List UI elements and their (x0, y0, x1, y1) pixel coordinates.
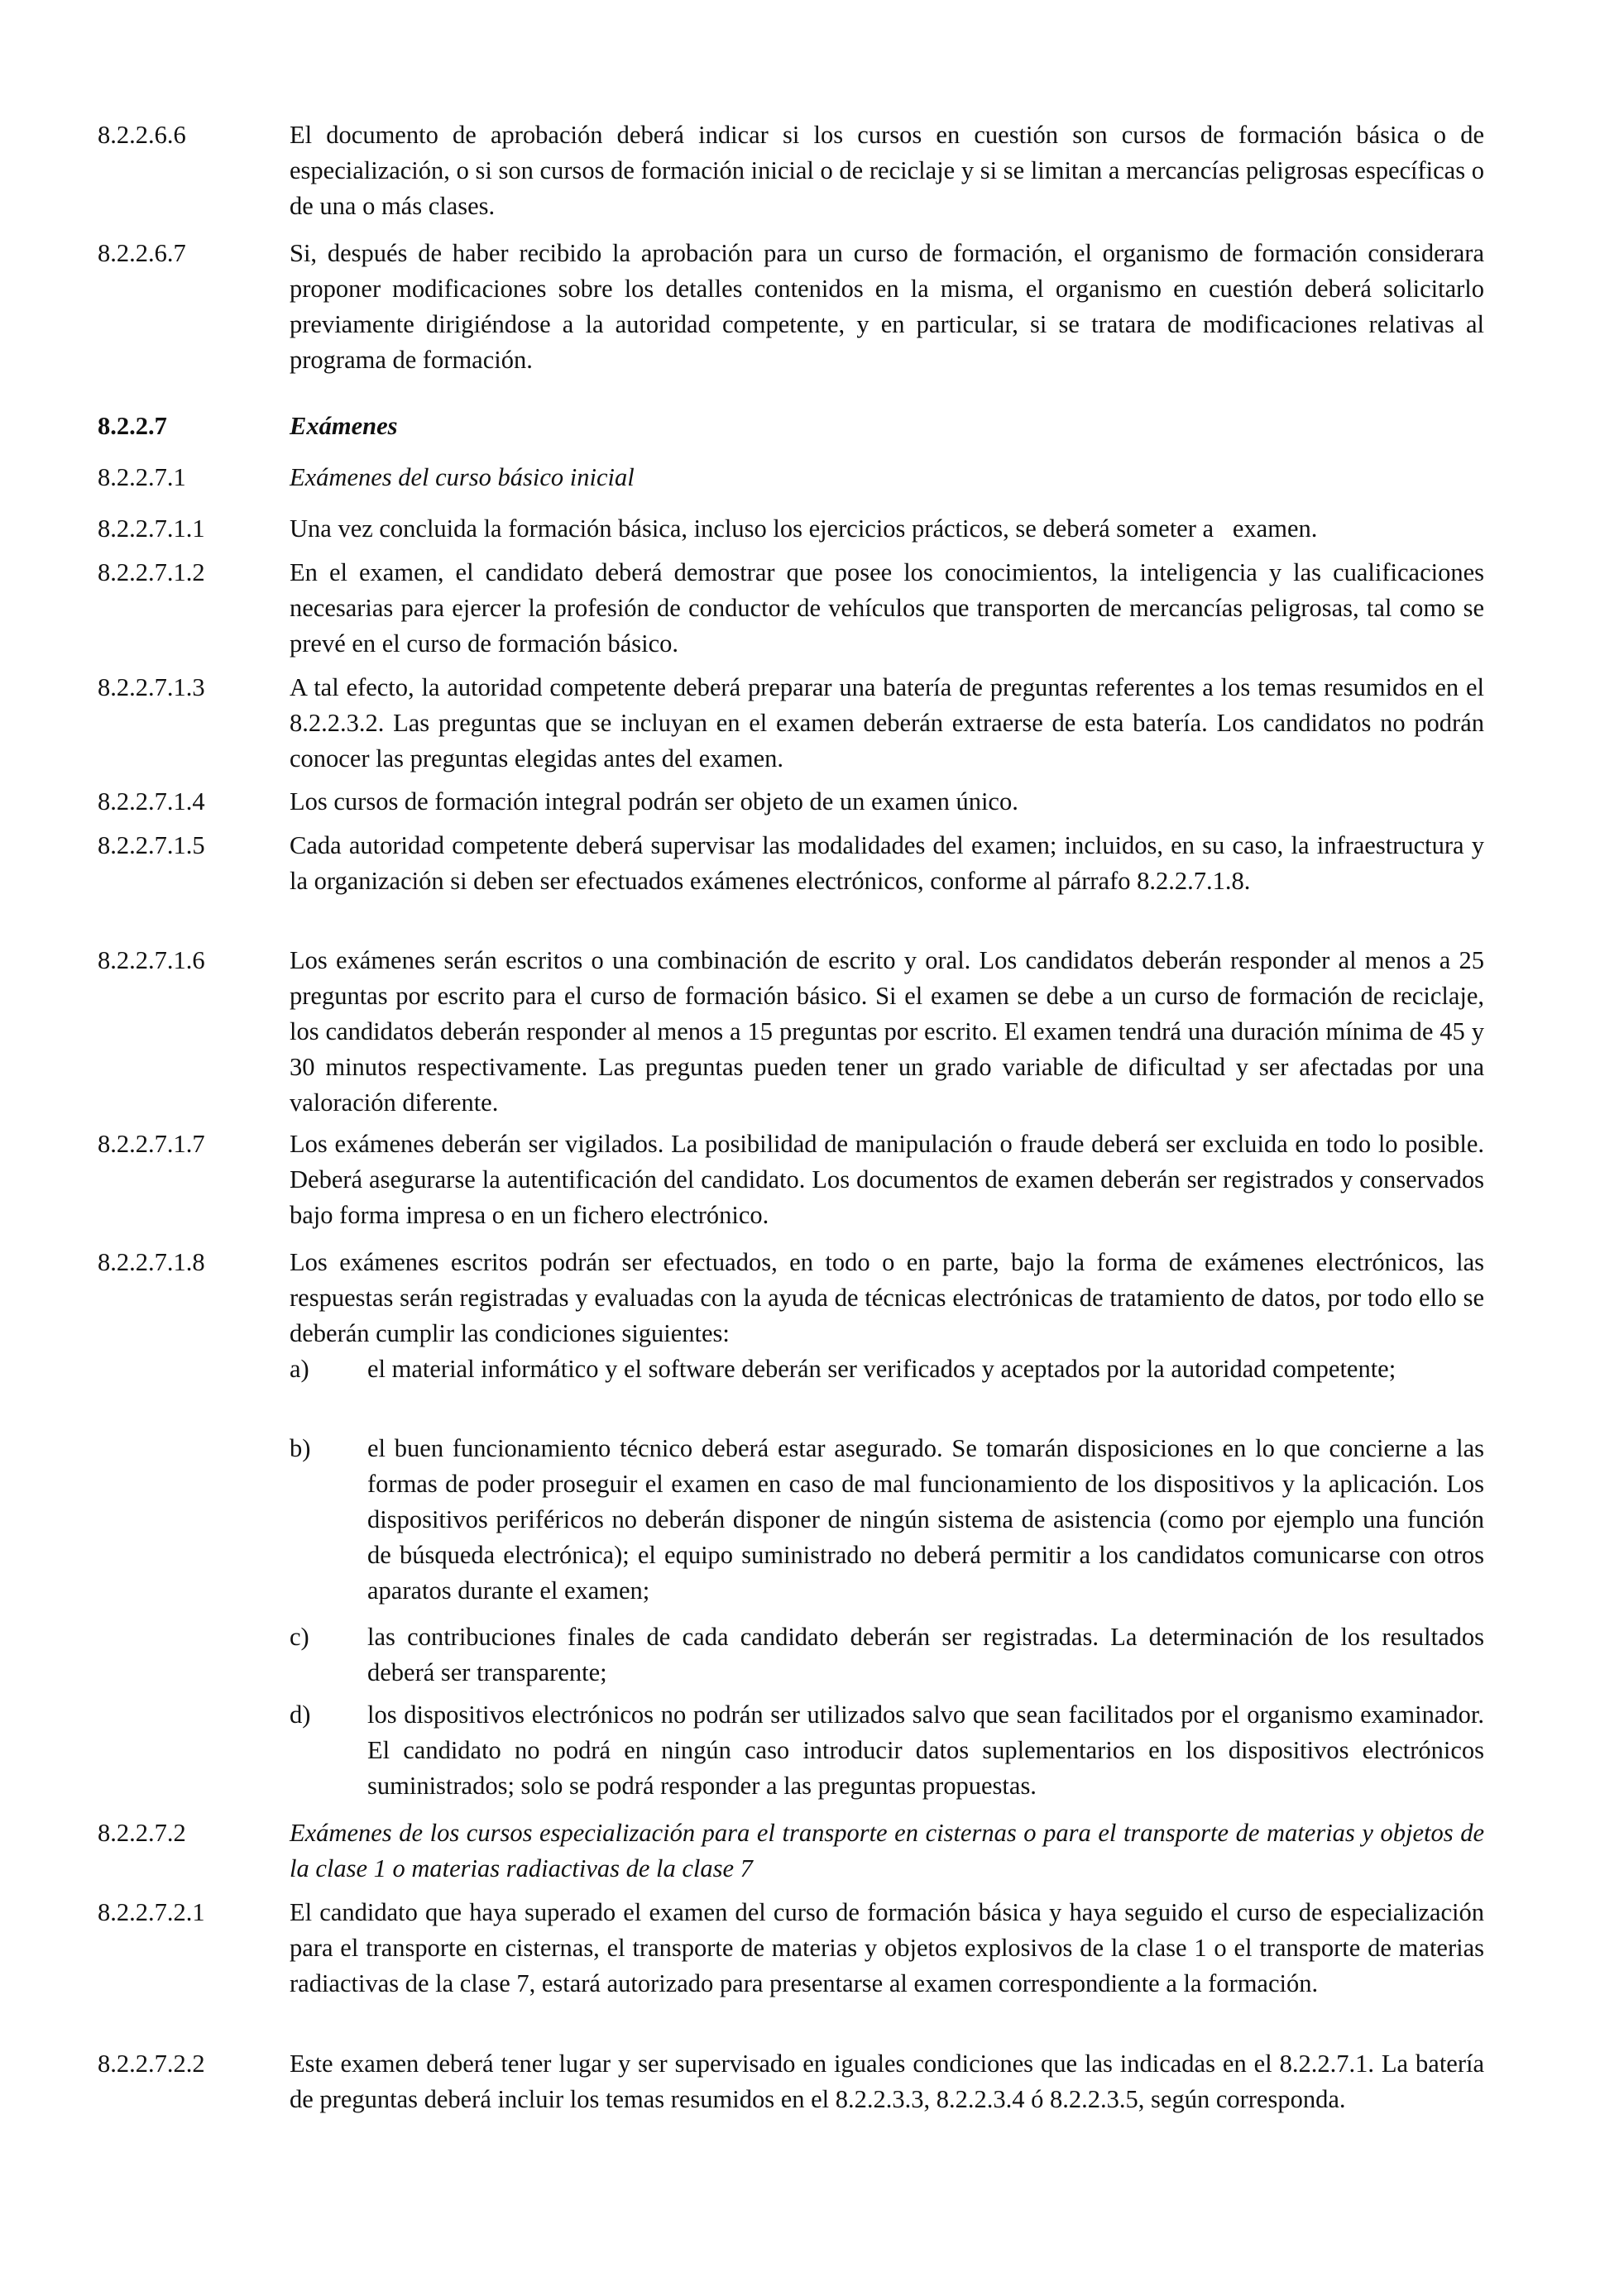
condition-text: los dispositivos electrónicos no podrán ser utilizados salvo que sean facilitados por el organismo examinador. El candidato no podrá en ningún caso introducir datos suplementarios en los dispositivos electrónicos suministrados; solo se podrá responder a las preguntas propuestas. (367, 1700, 1484, 1800)
paragraph-number: 8.2.2.7.1.1 (98, 514, 205, 543)
subsection-title: Exámenes de los cursos especialización para el transporte en cisternas o para el transporte de materias y objetos de la clase 1 o materias radiactivas de la clase 7 (290, 1819, 1484, 1882)
paragraph-number: 8.2.2.7.1.5 (98, 831, 205, 859)
paragraph-number: 8.2.2.7.1.7 (98, 1130, 205, 1158)
condition-text: las contribuciones finales de cada candidato deberán ser registradas. La determinación de los resultados deberá ser transparente; (367, 1623, 1484, 1686)
paragraph-text: Una vez concluida la formación básica, incluso los ejercicios prácticos, se deberá someter a examen. (290, 514, 1318, 543)
condition-letter: d) (290, 1700, 311, 1729)
paragraph-number: 8.2.2.7.1.8 (98, 1248, 205, 1276)
condition-text: el material informático y el software deberán ser verificados y aceptados por la autoridad competente; (367, 1355, 1396, 1383)
subsection-number: 8.2.2.7.2 (98, 1819, 186, 1847)
paragraph-text: En el examen, el candidato deberá demostrar que posee los conocimientos, la inteligencia y las cualificaciones necesarias para ejercer la profesión de conductor de vehículos que transporten de mercancías peligrosas, tal como se prevé en el curso de formación básico. (290, 558, 1484, 658)
condition-text: el buen funcionamiento técnico deberá estar asegurado. Se tomarán disposiciones en lo que concierne a las formas de poder proseguir el examen en caso de mal funcionamiento de los dispositivos y la aplicación. Los dispositivos periféricos no deberán disponer de ningún sistema de asistencia (como por ejemplo una función de búsqueda electrónica); el equipo suministrado no deberá permitir a los candidatos comunicarse con otros aparatos durante el examen; (367, 1434, 1484, 1605)
paragraph-text: El candidato que haya superado el examen del curso de formación básica y haya seguido el curso de especialización para el transporte en cisternas, el transporte de materias y objetos explosivos de la clase 1 o el transporte de materias radiactivas de la clase 7, estará autorizado para presentarse al examen correspondiente a la formación. (290, 1898, 1484, 1997)
paragraph-number: 8.2.2.7.1.4 (98, 787, 205, 816)
paragraph-number: 8.2.2.7.1.3 (98, 673, 205, 701)
paragraph-text: Cada autoridad competente deberá supervisar las modalidades del examen; incluidos, en su caso, la infraestructura y la organización si deben ser efectuados exámenes electrónicos, conforme al párrafo 8.2.2.7.1.8. (290, 831, 1484, 895)
paragraph-text: Los exámenes serán escritos o una combinación de escrito y oral. Los candidatos deberán responder al menos a 25 preguntas por escrito para el curso de formación básico. Si el examen se debe a un curso de formación de reciclaje, los candidatos deberán responder al menos a 15 preguntas por escrito. El examen tendrá una duración mínima de 45 y 30 minutos respectivamente. Las preguntas pueden tener un grado variable de dificultad y ser afectadas por una valoración diferente. (290, 946, 1484, 1117)
condition-letter: c) (290, 1623, 309, 1651)
paragraph-number: 8.2.2.7.2.2 (98, 2050, 205, 2078)
paragraph-number: 8.2.2.6.6 (98, 121, 186, 149)
paragraph-number: 8.2.2.7.1.6 (98, 946, 205, 974)
paragraph-text: Si, después de haber recibido la aprobación para un curso de formación, el organismo de formación considerara proponer modificaciones sobre los detalles contenidos en la misma, el organismo en cuestión deberá solicitarlo previamente dirigiéndose a la autoridad competente, y en particular, si se tratara de modificaciones relativas al programa de formación. (290, 239, 1484, 374)
paragraph-text: Este examen deberá tener lugar y ser supervisado en iguales condiciones que las indicadas en el 8.2.2.7.1. La batería de preguntas deberá incluir los temas resumidos en el 8.2.2.3.3, 8.2.2.3.4 ó 8.2.2.3.5, según corresponda. (290, 2050, 1484, 2113)
paragraph-text: Los exámenes deberán ser vigilados. La posibilidad de manipulación o fraude deberá ser excluida en todo lo posible. Deberá asegurarse la autentificación del candidato. Los documentos de examen deberán ser registrados y conservados bajo forma impresa o en un fichero electrónico. (290, 1130, 1484, 1229)
paragraph-text: Los exámenes escritos podrán ser efectuados, en todo o en parte, bajo la forma de exámenes electrónicos, las respuestas serán registradas y evaluadas con la ayuda de técnicas electrónicas de tratamiento de datos, por todo ello se deberán cumplir las condiciones siguientes: (290, 1248, 1484, 1347)
paragraph-text: Los cursos de formación integral podrán ser objeto de un examen único. (290, 787, 1018, 816)
condition-letter: b) (290, 1434, 311, 1462)
condition-letter: a) (290, 1355, 309, 1383)
paragraph-text: A tal efecto, la autoridad competente deberá preparar una batería de preguntas referentes a los temas resumidos en el 8.2.2.3.2. Las preguntas que se incluyan en el examen deberán extraerse de esta batería. Los candidatos no podrán conocer las preguntas elegidas antes del examen. (290, 673, 1484, 773)
subsection-number: 8.2.2.7.1 (98, 463, 186, 491)
paragraph-number: 8.2.2.7.1.2 (98, 558, 205, 586)
subsection-title: Exámenes del curso básico inicial (290, 463, 635, 491)
section-title: Exámenes (290, 412, 398, 440)
paragraph-number: 8.2.2.6.7 (98, 239, 186, 267)
paragraph-text: El documento de aprobación deberá indicar si los cursos en cuestión son cursos de formación básica o de especialización, o si son cursos de formación inicial o de reciclaje y si se limitan a mercancías peligrosas específicas o de una o más clases. (290, 121, 1484, 220)
paragraph-number: 8.2.2.7.2.1 (98, 1898, 205, 1926)
section-number: 8.2.2.7 (98, 412, 167, 440)
